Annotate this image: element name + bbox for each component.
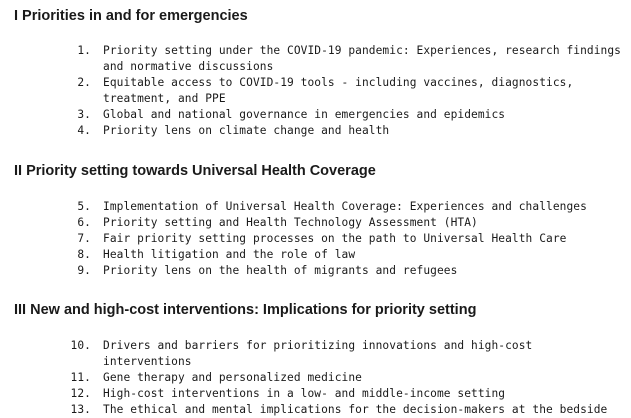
item-text: Priority lens on the health of migrants and refugees (103, 264, 458, 277)
item-text: Priority lens on climate change and health (103, 124, 390, 137)
list-item (0, 107, 623, 123)
item-text: Global and national governance in emergencies and epidemics (103, 108, 506, 121)
list-item (0, 338, 623, 370)
item-number: 10. (70, 339, 91, 352)
item-text: Health litigation and the role of law (103, 248, 356, 261)
list-item (0, 75, 623, 107)
item-number: 4. (77, 124, 91, 137)
topic-list-high-cost (0, 338, 623, 418)
item-text: The ethical and mental implications for the decision-makers at the bedside (103, 403, 608, 416)
item-text: Fair priority setting processes on the path to Universal Health Care (103, 232, 567, 245)
item-text: Gene therapy and personalized medicine (103, 371, 362, 384)
list-item (0, 123, 623, 139)
list-item (0, 263, 623, 279)
item-number: 1. (77, 44, 91, 57)
section-heading-high-cost: III New and high-cost interventions: Implications for priority setting (14, 302, 477, 318)
list-item (0, 386, 623, 402)
item-text: Priority setting under the COVID-19 pandemic: Experiences, research findings and normative discussions (103, 44, 621, 73)
item-number: 5. (77, 200, 91, 213)
list-item (0, 199, 623, 215)
section-heading-emergencies: I Priorities in and for emergencies (14, 8, 248, 24)
list-item (0, 370, 623, 386)
topic-list-emergencies (0, 43, 623, 139)
item-number: 13. (70, 403, 91, 416)
section-heading-uhc: II Priority setting towards Universal Health Coverage (14, 163, 376, 179)
topic-list-uhc (0, 199, 623, 279)
item-number: 2. (77, 76, 91, 89)
item-number: 11. (70, 371, 91, 384)
list-item (0, 43, 623, 75)
item-text: Drivers and barriers for prioritizing innovations and high-cost interventions (103, 339, 533, 368)
item-number: 3. (77, 108, 91, 121)
item-text: Implementation of Universal Health Coverage: Experiences and challenges (103, 200, 587, 213)
item-number: 6. (77, 216, 91, 229)
item-number: 12. (70, 387, 91, 400)
item-text: Priority setting and Health Technology Assessment (HTA) (103, 216, 478, 229)
list-item (0, 215, 623, 231)
item-number: 9. (77, 264, 91, 277)
list-item (0, 231, 623, 247)
item-text: High-cost interventions in a low- and middle-income setting (103, 387, 506, 400)
item-number: 7. (77, 232, 91, 245)
item-number: 8. (77, 248, 91, 261)
list-item (0, 247, 623, 263)
item-text: Equitable access to COVID-19 tools - including vaccines, diagnostics, treatment, and PPE (103, 76, 574, 105)
list-item (0, 402, 623, 418)
